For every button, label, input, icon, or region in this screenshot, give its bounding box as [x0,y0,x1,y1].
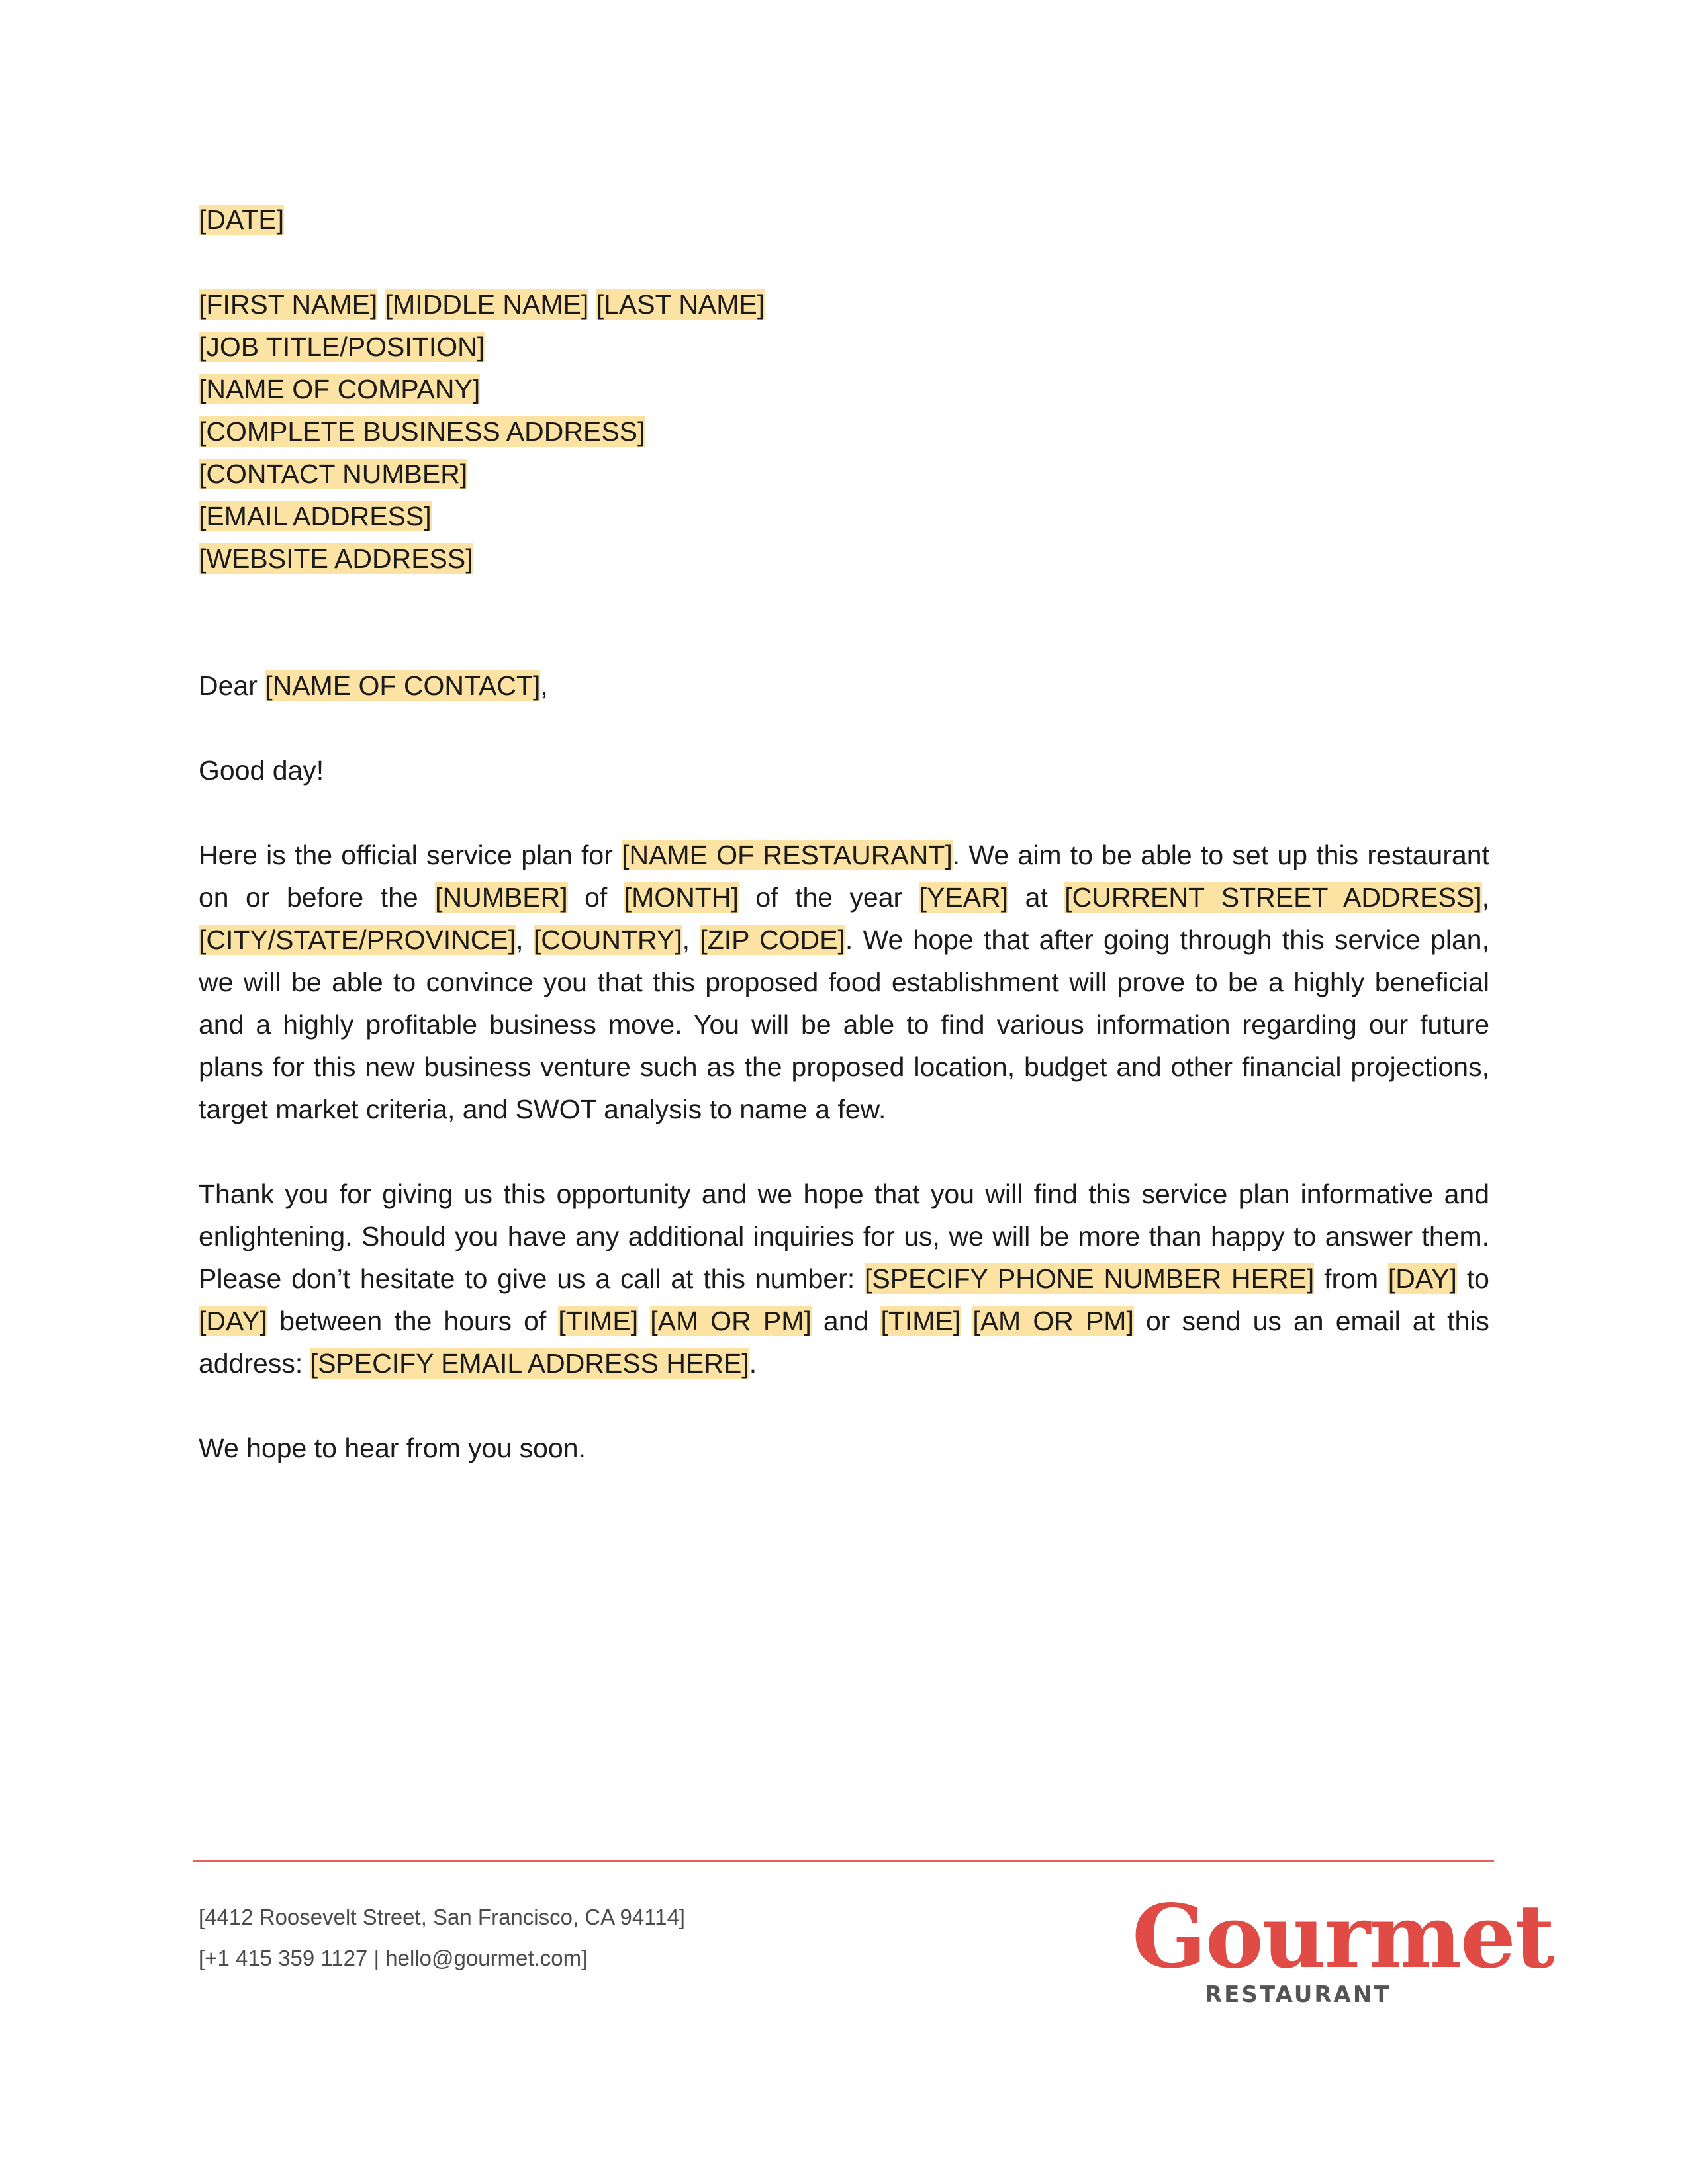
address-placeholder: [COMPLETE BUSINESS ADDRESS] [199,416,645,447]
footer-divider [193,1860,1494,1862]
restaurant-name-placeholder: [NAME OF RESTAURANT] [622,840,953,870]
logo-wordmark: Gourmet [1132,1886,1554,1988]
year-placeholder: [YEAR] [919,882,1009,913]
number-placeholder: [NUMBER] [435,882,568,913]
job-title-placeholder: [JOB TITLE/POSITION] [199,332,485,362]
country-placeholder: [COUNTRY] [533,925,682,955]
website-placeholder: [WEBSITE ADDRESS] [199,543,473,574]
contact-number-line [199,453,1489,495]
salutation-prefix: Dear [199,670,258,701]
time-to-placeholder: [TIME] [880,1306,961,1336]
p1-comma-2: , [516,925,524,955]
date-placeholder: [DATE] [199,205,285,235]
last-name-placeholder: [LAST NAME] [596,289,765,320]
greeting: Good day! [199,755,324,786]
p2-text-7: . [749,1348,757,1379]
email-address-placeholder: [SPECIFY EMAIL ADDRESS HERE] [310,1348,749,1379]
first-name-placeholder: [FIRST NAME] [199,289,378,320]
recipient-block [199,283,1489,580]
street-address-placeholder: [CURRENT STREET ADDRESS] [1064,882,1482,913]
p1-text-3: of [585,882,608,913]
p2-text-2: from [1324,1263,1379,1294]
salutation-suffix: , [540,670,548,701]
letter-body [199,199,1489,1469]
zip-code-placeholder: [ZIP CODE] [700,925,845,955]
p1-text-1: Here is the official service plan for [199,840,613,870]
time-from-placeholder: [TIME] [558,1306,639,1336]
p2-text-3: to [1466,1263,1489,1294]
gourmet-logo [1132,1886,1554,2013]
p2-text-5: and [823,1306,869,1336]
job-title-line [199,326,1489,368]
p2-text-1: Thank you for giving us this opportunity and we hope that you will find this service plan informative and enlightening. Should you have any additional inquiries for us, we will be more than happy to answer them. Please don’t hesitate to give us a call at this number: [199,1179,1489,1294]
paragraph-contact [199,1173,1489,1385]
contact-number-placeholder: [CONTACT NUMBER] [199,459,468,489]
recipient-name-line [199,283,1489,326]
email-placeholder: [EMAIL ADDRESS] [199,501,432,531]
day-to-placeholder: [DAY] [199,1306,268,1336]
website-line [199,537,1489,580]
salutation [199,664,1489,707]
middle-name-placeholder: [MIDDLE NAME] [385,289,589,320]
logo-subtitle: RESTAURANT [1205,1981,1391,2008]
p1-text-5: at [1025,882,1048,913]
p2-text-4: between the hours of [279,1306,547,1336]
p1-text-2: . We aim to be able to set up this restaurant on or before the [199,840,1489,913]
email-line [199,495,1489,537]
address-line [199,410,1489,453]
company-line [199,368,1489,410]
month-placeholder: [MONTH] [624,882,739,913]
closing-line: We hope to hear from you soon. [199,1433,586,1463]
day-from-placeholder: [DAY] [1387,1263,1457,1294]
footer-phone-email: [+1 415 359 1127 | hello@gourmet.com] [199,1946,588,1970]
p1-text-4: of the year [755,882,903,913]
p1-comma-3: , [682,925,690,955]
p2-text-6: or send us an email at this address: [199,1306,1489,1379]
paragraph-service-plan [199,834,1489,1130]
phone-placeholder: [SPECIFY PHONE NUMBER HERE] [865,1263,1315,1294]
footer-address: [4412 Roosevelt Street, San Francisco, CA 94114] [199,1905,685,1929]
p1-text-6: . We hope that after going through this service plan, we will be able to convince you that this proposed food establishment will prove to be a highly beneficial and a highly profitable business move. You will be able to find various information regarding our future plans for this new business venture such as the proposed location, budget and other financial projections, target market criteria, and SWOT analysis to name a few. [199,925,1489,1124]
footer-contact [199,1897,685,1979]
ampm-from-placeholder: [AM OR PM] [650,1306,812,1336]
contact-name-placeholder: [NAME OF CONTACT] [265,670,541,701]
company-placeholder: [NAME OF COMPANY] [199,374,481,404]
ampm-to-placeholder: [AM OR PM] [972,1306,1134,1336]
city-placeholder: [CITY/STATE/PROVINCE] [199,925,516,955]
date-block [199,199,1489,241]
p1-comma-1: , [1481,882,1489,913]
